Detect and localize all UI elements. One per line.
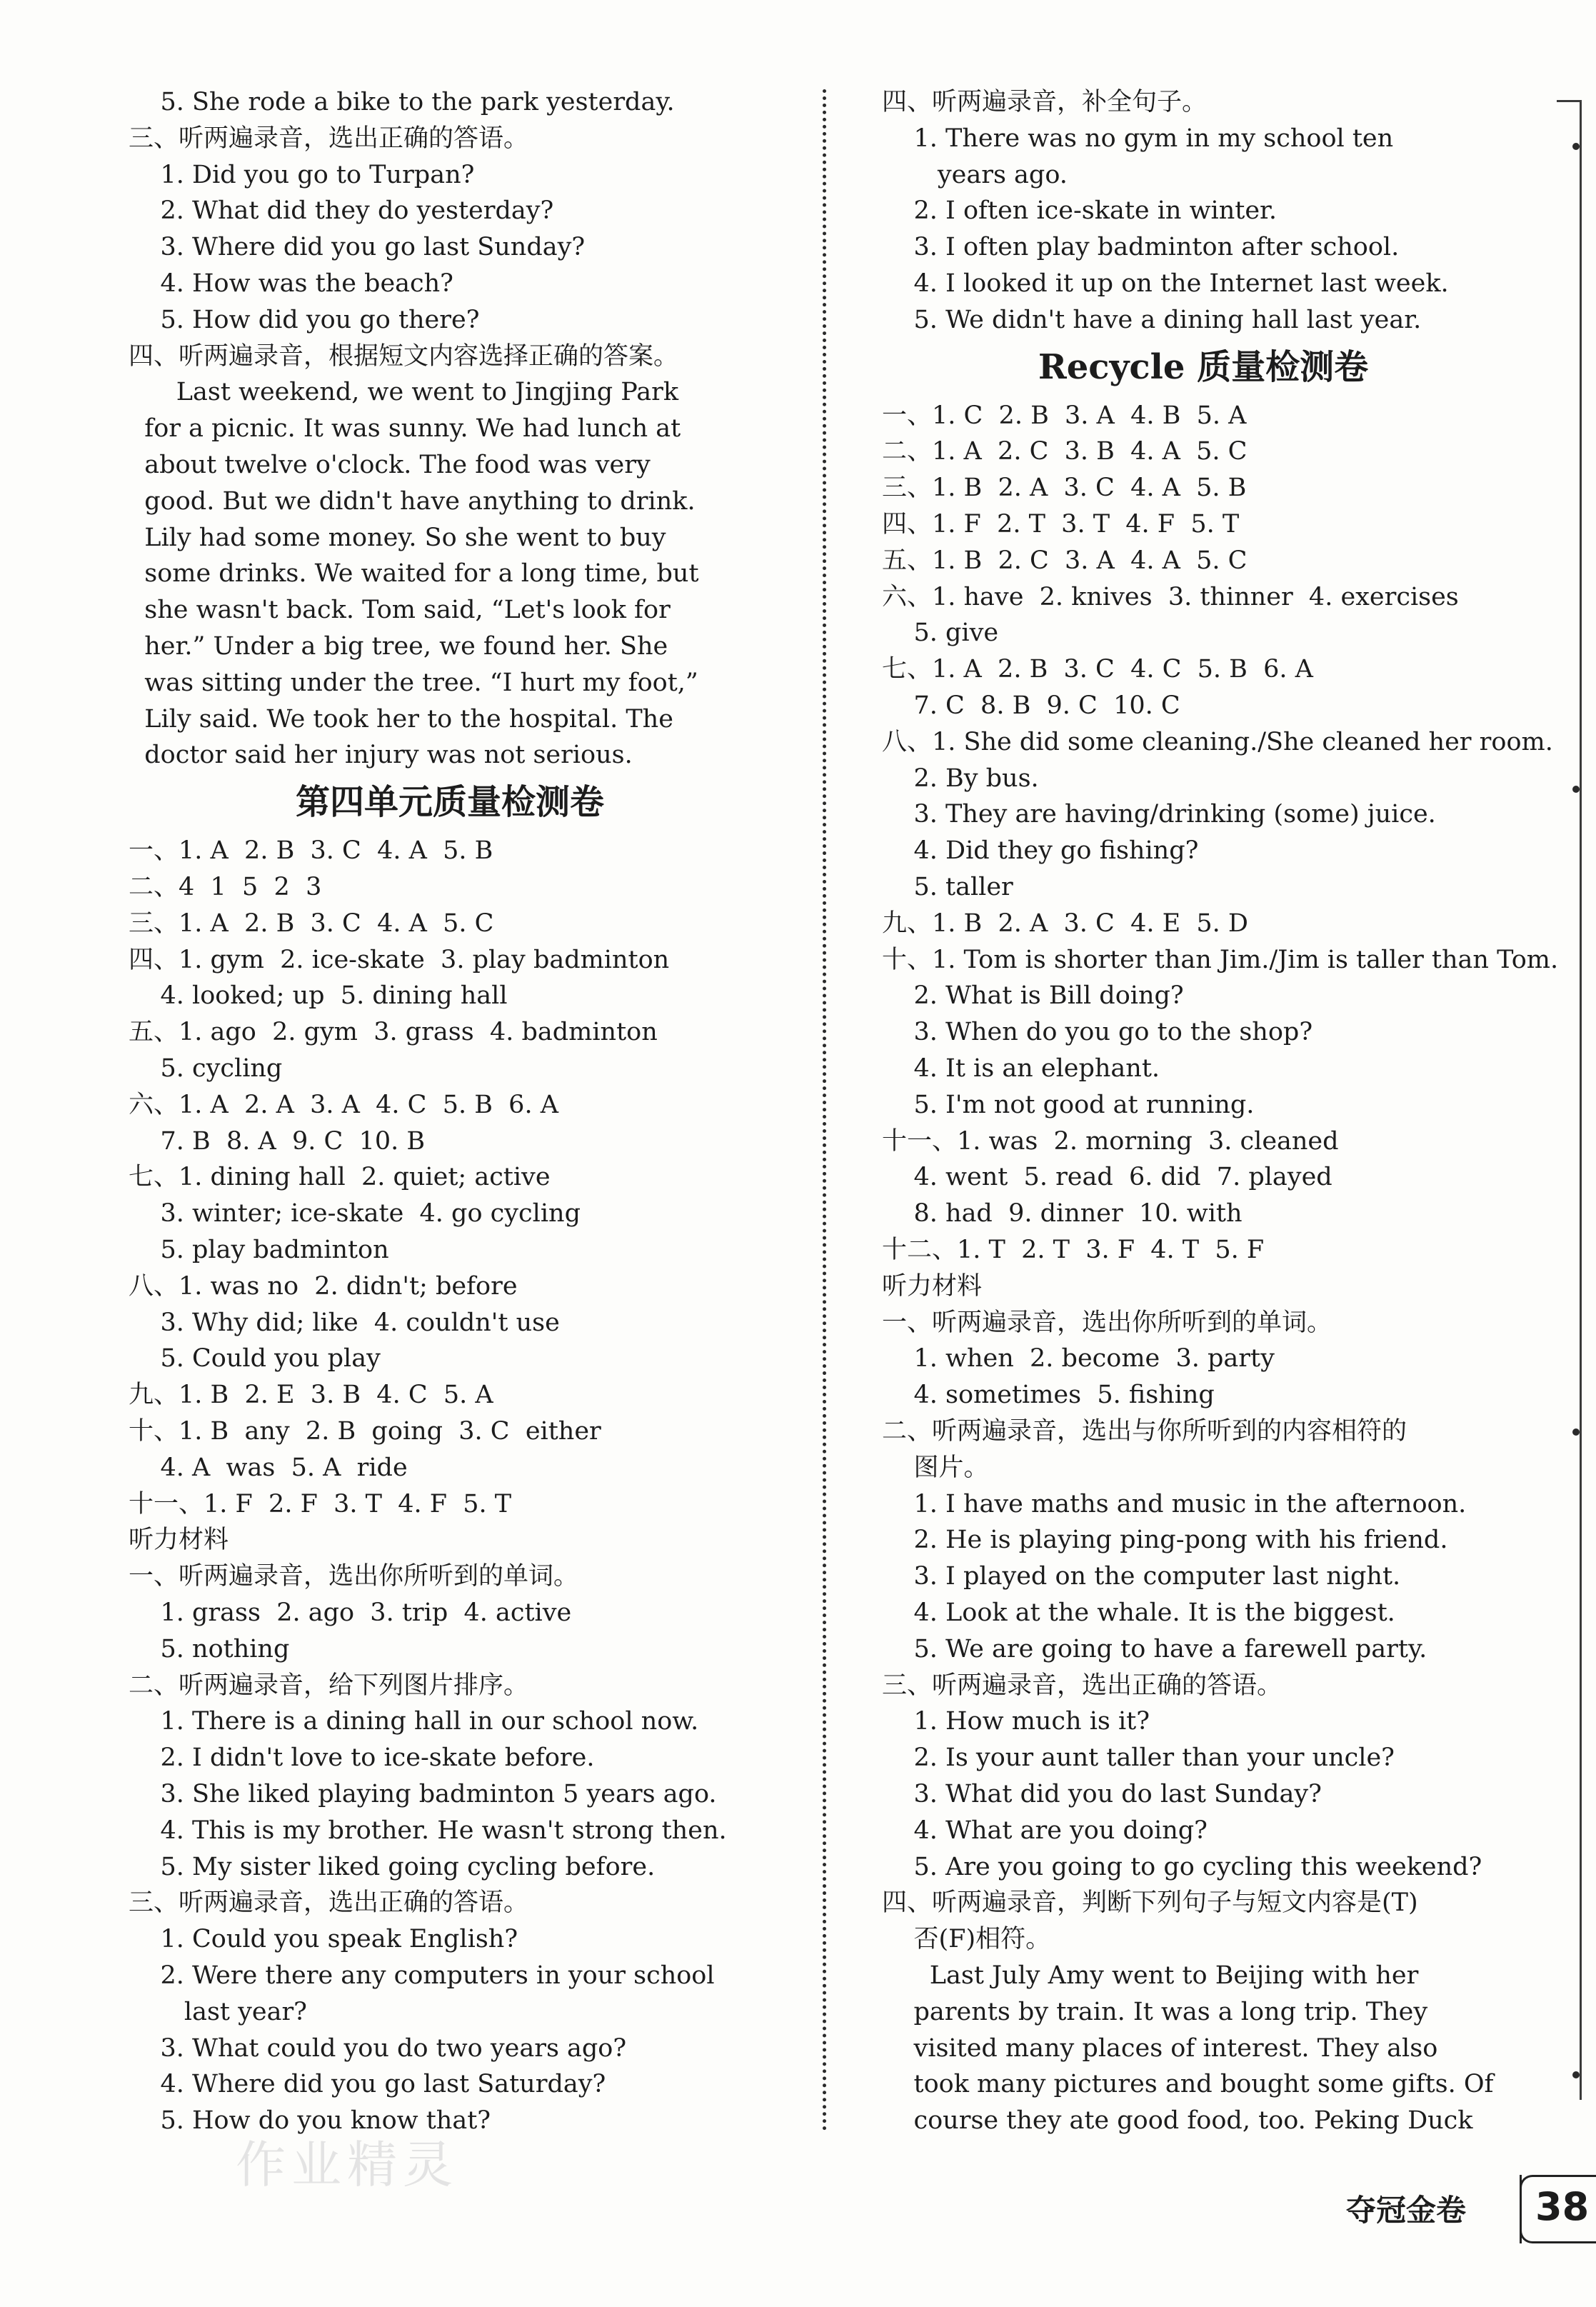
text-line: 2. I often ice-skate in winter. <box>882 196 1278 226</box>
text-line: she wasn't back. Tom said, “Let's look for <box>129 596 671 625</box>
watermark: 作业精灵 <box>236 2136 458 2194</box>
text-line: 1. grass 2. ago 3. trip 4. active <box>129 1598 572 1627</box>
edge-dot <box>1572 2071 1580 2078</box>
text-line: 十二、1. T 2. T 3. F 4. T 5. F <box>882 1236 1265 1264</box>
text-line: 七、1. A 2. B 3. C 4. C 5. B 6. A <box>882 655 1313 684</box>
text-line: 1. There was no gym in my school ten <box>882 124 1394 153</box>
text-line: doctor said her injury was not serious. <box>129 741 633 770</box>
text-line: 1. Did you go to Turpan? <box>129 160 475 189</box>
text-line: 4. Did they go fishing? <box>882 836 1199 866</box>
text-line: 四、听两遍录音，根据短文内容选择正确的答案。 <box>129 341 679 371</box>
text-line: 2. He is playing ping-pong with his friend. <box>882 1526 1448 1555</box>
column-divider <box>823 89 826 2132</box>
page-tab-spine <box>1520 2175 1529 2243</box>
text-line: 图片。 <box>882 1453 989 1482</box>
text-line: 5. We didn't have a dining hall last year. <box>882 305 1422 334</box>
text-line: 四、1. F 2. T 3. T 4. F 5. T <box>882 510 1240 539</box>
text-line: 7. B 8. A 9. C 10. B <box>129 1126 426 1156</box>
text-line: 三、听两遍录音，选出正确的答语。 <box>882 1671 1283 1700</box>
text-line: 一、1. A 2. B 3. C 4. A 5. B <box>129 836 493 866</box>
text-line: 3. She liked playing badminton 5 years ago. <box>129 1780 717 1808</box>
text-line: 5. We are going to have a farewell party. <box>882 1634 1427 1663</box>
text-line: 5. play badminton <box>129 1236 389 1264</box>
text-line: 5. I'm not good at running. <box>882 1090 1255 1119</box>
text-line: 5. She rode a bike to the park yesterday. <box>129 88 675 116</box>
text-line: 3. What could you do two years ago? <box>129 2033 627 2063</box>
text-line: last year? <box>129 1997 307 2026</box>
text-line: 六、1. have 2. knives 3. thinner 4. exercises <box>882 582 1459 611</box>
text-line: 5. give <box>882 619 999 648</box>
text-line: 一、听两遍录音，选出你所听到的单词。 <box>882 1308 1332 1337</box>
text-line: 3. winter; ice-skate 4. go cycling <box>129 1199 581 1228</box>
text-line: 三、1. B 2. A 3. C 4. A 5. B <box>882 474 1247 503</box>
text-line: 5. cycling <box>129 1054 283 1083</box>
text-line: 二、4 1 5 2 3 <box>129 873 322 901</box>
text-line: 2. What is Bill doing? <box>882 981 1184 1011</box>
book-name: 夺冠金卷 <box>1346 2193 1467 2228</box>
text-line: 二、1. A 2. C 3. B 4. A 5. C <box>882 437 1248 466</box>
text-line: 4. A was 5. A ride <box>129 1453 408 1482</box>
text-line: 听力材料 <box>882 1271 983 1301</box>
text-line: 八、1. was no 2. didn't; before <box>129 1271 518 1301</box>
text-line: 五、1. B 2. C 3. A 4. A 5. C <box>882 546 1248 575</box>
text-line: 二、听两遍录音，给下列图片排序。 <box>129 1671 529 1700</box>
text-line: 1. How much is it? <box>882 1707 1150 1736</box>
text-line: 4. Look at the whale. It is the biggest. <box>882 1598 1395 1627</box>
text-line: 九、1. B 2. A 3. C 4. E 5. D <box>882 909 1248 938</box>
text-line: 4. looked; up 5. dining hall <box>129 981 508 1011</box>
text-line: 4. This is my brother. He wasn't strong then. <box>129 1816 727 1845</box>
text-line: was sitting under the tree. “I hurt my foot,” <box>129 668 698 697</box>
text-line: 5. How did you go there? <box>129 305 480 334</box>
text-line: 六、1. A 2. A 3. A 4. C 5. B 6. A <box>129 1090 558 1119</box>
text-line: 十、1. Tom is shorter than Jim./Jim is taller than Tom. <box>882 945 1559 974</box>
text-line: took many pictures and bought some gifts. Of <box>882 2070 1494 2099</box>
text-line: 3. Where did you go last Sunday? <box>129 233 586 262</box>
text-line: 1. when 2. become 3. party <box>882 1344 1275 1373</box>
text-line: 7. C 8. B 9. C 10. C <box>882 691 1180 720</box>
text-line: 否(F)相符。 <box>882 1925 1051 1954</box>
text-line: her.” Under a big tree, we found her. She <box>129 632 668 661</box>
text-line: about twelve o'clock. The food was very <box>129 451 651 479</box>
text-line: 1. Could you speak English? <box>129 1925 518 1954</box>
text-line: 九、1. B 2. E 3. B 4. C 5. A <box>129 1381 493 1410</box>
edge-dot <box>1572 1428 1580 1436</box>
text-line: 2. What did they do yesterday? <box>129 196 554 226</box>
text-line: 5. Could you play <box>129 1344 381 1373</box>
text-line: 二、听两遍录音，选出与你所听到的内容相符的 <box>882 1417 1407 1446</box>
text-line: 八、1. She did some cleaning./She cleaned her room. <box>882 727 1553 756</box>
text-line: 4. Where did you go last Saturday? <box>129 2070 606 2099</box>
text-line: 十、1. B any 2. B going 3. C either <box>129 1417 601 1446</box>
text-line: 3. When do you go to the shop? <box>882 1018 1313 1047</box>
text-line: 8. had 9. dinner 10. with <box>882 1199 1243 1228</box>
text-line: 2. I didn't love to ice-skate before. <box>129 1743 595 1773</box>
text-line: Lily said. We took her to the hospital. The <box>129 704 673 734</box>
text-line: 三、听两遍录音，选出正确的答语。 <box>129 1888 529 1918</box>
text-line: 5. Are you going to go cycling this weekend? <box>882 1852 1482 1881</box>
text-line: years ago. <box>882 160 1068 189</box>
text-line: 十一、1. was 2. morning 3. cleaned <box>882 1126 1339 1156</box>
text-line: parents by train. It was a long trip. They <box>882 1997 1428 2026</box>
text-line: 七、1. dining hall 2. quiet; active <box>129 1163 551 1192</box>
text-line: some drinks. We waited for a long time, but <box>129 559 699 589</box>
text-line: 5. nothing <box>129 1634 290 1663</box>
text-line: 3. I often play badminton after school. <box>882 233 1400 262</box>
text-line: 4. What are you doing? <box>882 1816 1208 1845</box>
text-line: 3. They are having/drinking (some) juice. <box>882 800 1436 829</box>
text-line: 四、听两遍录音，补全句子。 <box>882 88 1208 116</box>
text-line: 一、1. C 2. B 3. A 4. B 5. A <box>882 401 1247 430</box>
text-line: 4. How was the beach? <box>129 269 453 298</box>
text-line: visited many places of interest. They also <box>882 2033 1438 2063</box>
page-number: 38 <box>1535 2184 1590 2229</box>
text-line: course they ate good food, too. Peking Duck <box>882 2106 1473 2136</box>
edge-dot <box>1572 143 1580 150</box>
text-line: 3. What did you do last Sunday? <box>882 1780 1322 1808</box>
text-line: 五、1. ago 2. gym 3. grass 4. badminton <box>129 1018 658 1047</box>
text-line: Lily had some money. So she went to buy <box>129 523 666 552</box>
text-line: 1. There is a dining hall in our school now. <box>129 1707 699 1736</box>
text-line: 四、1. gym 2. ice-skate 3. play badminton <box>129 945 670 974</box>
text-line: 一、听两遍录音，选出你所听到的单词。 <box>129 1562 579 1591</box>
section-title: 第四单元质量检测卷 <box>295 782 604 823</box>
text-line: 十一、1. F 2. F 3. T 4. F 5. T <box>129 1489 512 1518</box>
text-line: 5. My sister liked going cycling before. <box>129 1852 656 1881</box>
text-line: 2. Were there any computers in your school <box>129 1961 715 1990</box>
page-edge-corner <box>1557 100 1580 102</box>
edge-dot <box>1572 786 1580 793</box>
text-line: 2. Is your aunt taller than your uncle? <box>882 1743 1395 1773</box>
text-line: for a picnic. It was sunny. We had lunch at <box>129 414 681 444</box>
text-line: 3. Why did; like 4. couldn't use <box>129 1308 560 1337</box>
text-line: 四、听两遍录音，判断下列句子与短文内容是(T) <box>882 1888 1418 1918</box>
text-line: 4. went 5. read 6. did 7. played <box>882 1163 1332 1192</box>
text-line: 听力材料 <box>129 1526 229 1555</box>
text-line: Last July Amy went to Beijing with her <box>882 1961 1419 1990</box>
section-title: Recycle 质量检测卷 <box>1038 346 1369 387</box>
text-line: 4. It is an elephant. <box>882 1054 1160 1083</box>
page-edge-border <box>1580 100 1582 2100</box>
text-line: 3. I played on the computer last night. <box>882 1562 1401 1591</box>
text-line: good. But we didn't have anything to drink. <box>129 486 696 516</box>
text-line: 5. How do you know that? <box>129 2106 491 2136</box>
text-line: 5. taller <box>882 873 1013 901</box>
text-line: 三、听两遍录音，选出正确的答语。 <box>129 124 529 153</box>
text-line: Last weekend, we went to Jingjing Park <box>129 378 679 407</box>
text-line: 4. I looked it up on the Internet last week. <box>882 269 1449 298</box>
text-line: 2. By bus. <box>882 764 1039 793</box>
text-line: 1. I have maths and music in the afternoon. <box>882 1489 1467 1518</box>
text-line: 4. sometimes 5. fishing <box>882 1381 1215 1410</box>
text-line: 三、1. A 2. B 3. C 4. A 5. C <box>129 909 494 938</box>
